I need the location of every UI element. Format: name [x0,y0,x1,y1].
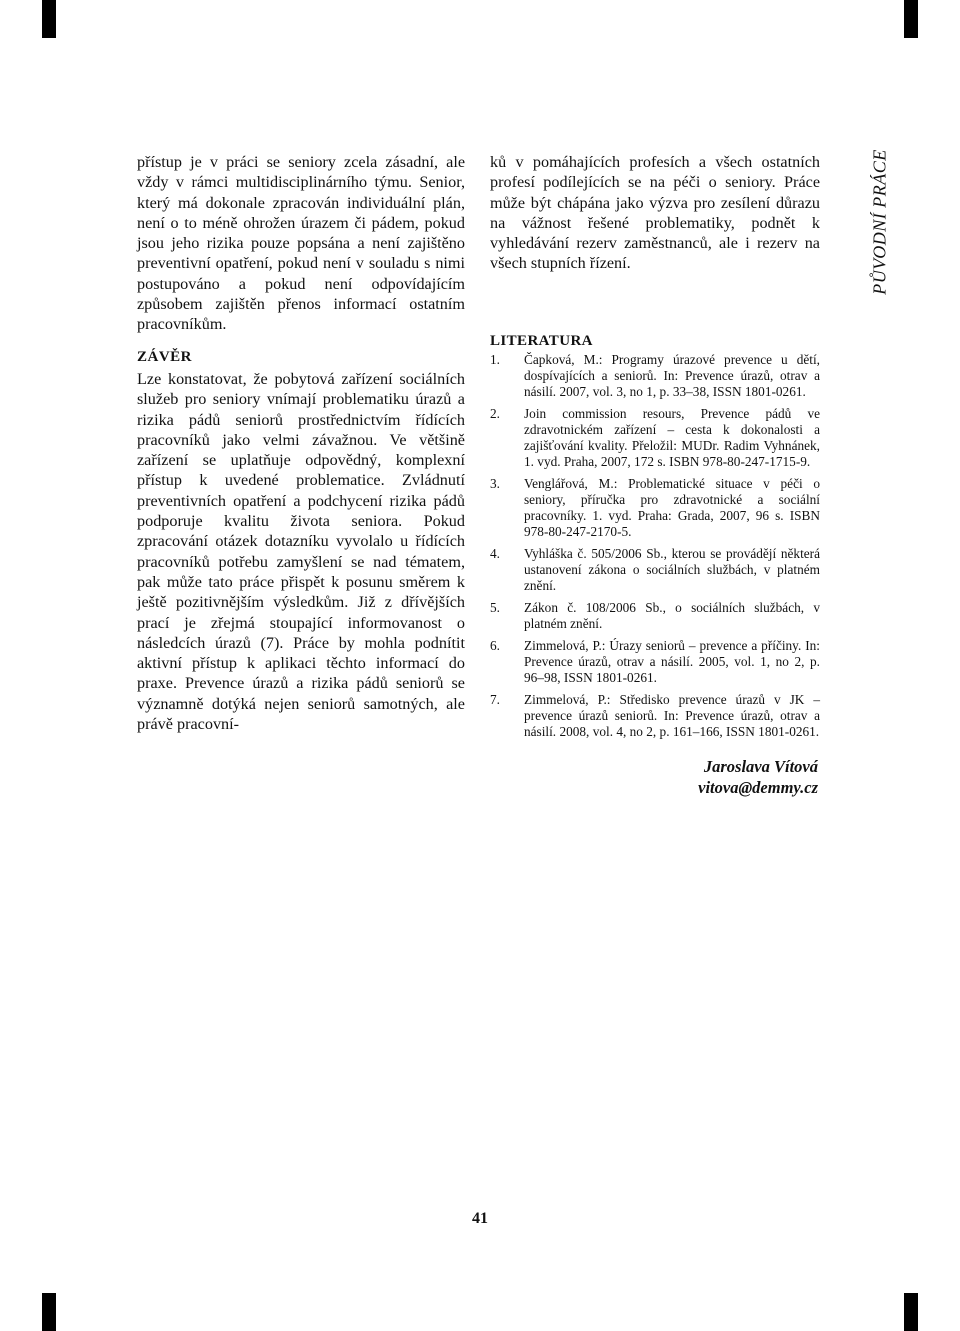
reference-number: 2. [490,406,500,421]
reference-item [490,476,820,540]
crop-mark-bottom-left [42,1293,56,1331]
reference-number: 6. [490,638,500,653]
conclusion-paragraph: Lze konstatovat, že pobytová zařízení sociálních služeb pro seniory vnímají problematiku úrazů a rizika pádů seniorů prostřednictvím řídících pracovníků jako velmi závažnou. Ve většině zařízení se uplatňuje odpovědný, komplexní přístup k uvedené problematice. Zvládnutí preventivních opatření a podchycení rizika pádů podporuje kvalitu života seniora. Pokud zpracování otázek dotazníku vyvolalo u řídících pracovníků potřebu zamyšlení se nad tématem, pak může tato práce přispět k posunu směrem k ještě pozitivnějším výsledkům. Již z dřívějších prací je zřejmá stoupající informovanost o následcích úrazů (7). Práce by mohla podnítit aktivní přístup k aplikaci těchto informací do praxe. Prevence úrazů a rizika pádů seniorů se významně dotýká nejen seniorů samotných, ale právě pracovní- [137,369,465,734]
author-signature [640,756,818,798]
continued-paragraph: ků v pomáhajících profesích a všech ostatních profesí podílejících se na péči o seniory. Práce může být chápána jako výzva pro zesílení důrazu na vážnost řešené problematiky, podnět k vyhledávání rezerv zaměstnanců, ale i rezerv na všech stupních řízení. [490,153,820,273]
reference-item [490,692,820,740]
left-column [137,152,465,734]
section-side-label [869,149,890,295]
reference-number: 7. [490,692,500,707]
references-section [490,333,820,746]
reference-number: 5. [490,600,500,615]
reference-item [490,638,820,686]
author-email: vitova@demmy.cz [698,778,818,797]
reference-item [490,352,820,400]
conclusion-heading: ZÁVĚR [137,348,193,365]
reference-text: Zimmelová, P.: Úrazy seniorů – prevence a příčiny. In: Prevence úrazů, otrav a násilí. 2005, vol. 1, no 2, p. 96–98, ISSN 1801-0261. [524,638,820,685]
references-list [490,352,820,740]
reference-text: Zimmelová, P.: Středisko prevence úrazů v JK – prevence úrazů seniorů. In: Prevence úrazů, otrav a násilí. 2008, vol. 4, no 2, p. 161–166, ISSN 1801-0261. [524,692,820,739]
reference-item [490,546,820,594]
reference-number: 1. [490,352,500,367]
reference-number: 4. [490,546,500,561]
author-name: Jaroslava Vítová [703,757,818,776]
reference-item [490,600,820,632]
references-heading: LITERATURA [490,333,593,349]
right-column [490,152,820,274]
reference-text: Join commission resours, Prevence pádů ve zdravotnickém zařízení – cesta k dokonalosti a zajišťování kvality. Přeložil: MUDr. Radim Vyhnánek, 1. vyd. Praha, 2007, 172 s. ISBN 978-80-247-1715-9. [524,406,820,469]
reference-text: Venglářová, M.: Problematické situace v péči o seniory, příručka pro zdravotnické a sociální pracovníky. 1. vyd. Praha: Grada, 2007, 96 s. ISBN 978-80-247-2170-5. [524,476,820,539]
reference-text: Zákon č. 108/2006 Sb., o sociálních službách, v platném znění. [524,600,820,631]
reference-item [490,406,820,470]
side-label-text: PŮVODNÍ PRÁCE [869,149,890,295]
reference-number: 3. [490,476,500,491]
intro-paragraph: přístup je v práci se seniory zcela zásadní, ale vždy v rámci multidisciplinárního týmu. Senior, který má dokonale zpracován individuální plán, není o to méně ohrožen úrazem či pádem, pokud jsou jeho rizika pouze popsána a není zajištěno preventivní opatření, pokud není v souladu s nimi postupováno a pokud není odpovídajícím způsobem zajištěn přenos informací ostatním pracovníkům. [137,153,465,334]
crop-mark-top-right [904,0,918,38]
crop-mark-top-left [42,0,56,38]
page-number: 41 [472,1210,488,1227]
reference-text: Vyhláška č. 505/2006 Sb., kterou se provádějí některá ustanovení zákona o sociálních službách, v platném znění. [524,546,820,593]
crop-mark-bottom-right [904,1293,918,1331]
reference-text: Čapková, M.: Programy úrazové prevence u dětí, dospívajících a seniorů. In: Prevence úrazů, otrav a násilí. 2007, vol. 3, no 1, p. 33–38, ISSN 1801-0261. [524,352,820,399]
